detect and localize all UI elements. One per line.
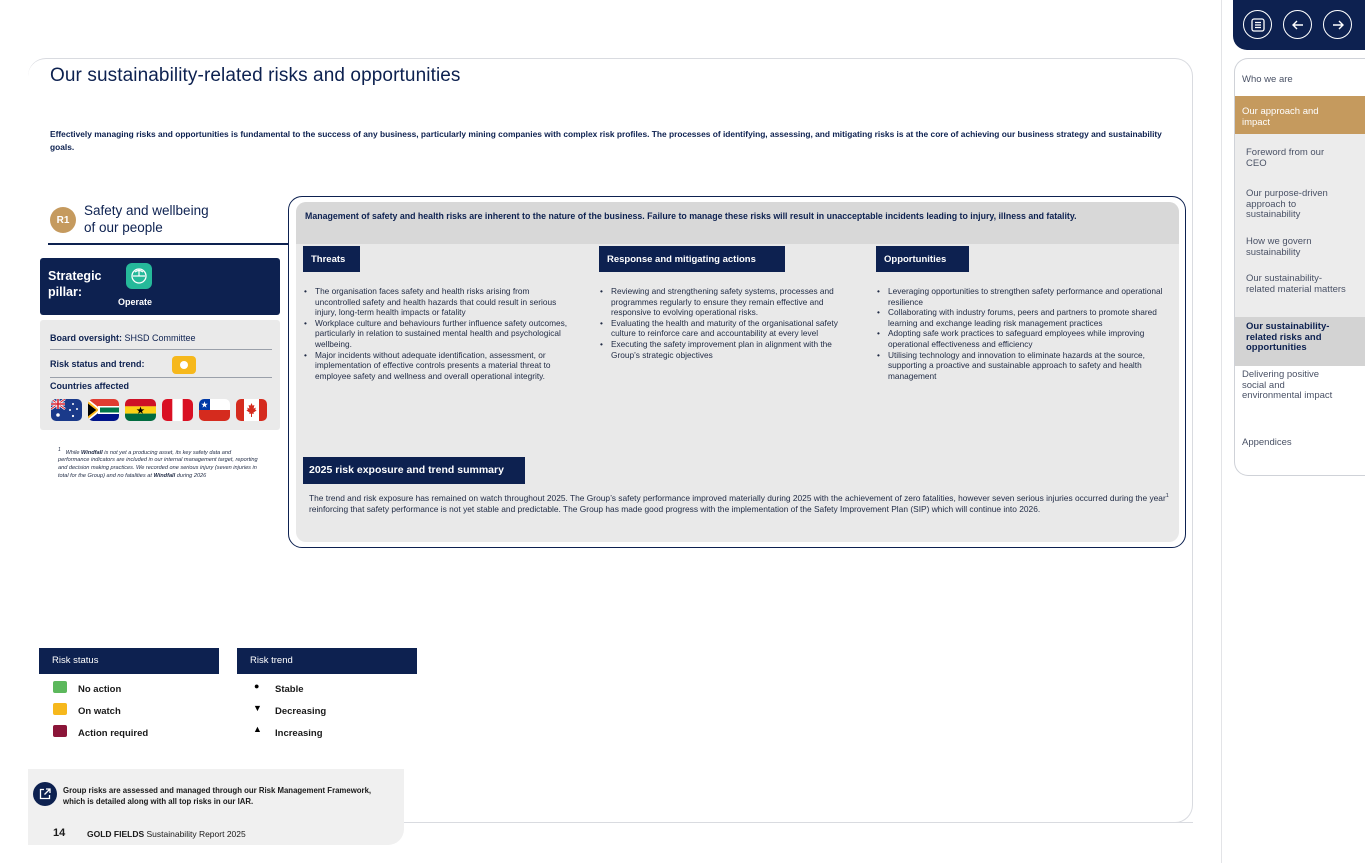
list-icon (1250, 17, 1266, 33)
peru-flag-icon (162, 399, 193, 421)
threats-tag: Threats (303, 246, 360, 272)
chile-flag-icon (199, 399, 230, 421)
risk-badge: R1 (50, 207, 76, 233)
legend-action-required: Action required (78, 728, 149, 739)
list-item: • Collaborating with industry forums, peers and partners to promote shared learning and exchange leading risk management practices (877, 307, 1172, 328)
list-item: • Evaluating the health and maturity of the organisational safety culture to reinforce care and accountability at every level (600, 318, 850, 339)
divider (50, 377, 272, 378)
legend-decreasing: Decreasing (275, 706, 327, 717)
summary-sup: 1 (1165, 493, 1169, 499)
stable-dot-icon (180, 361, 188, 369)
countries-affected (50, 381, 129, 391)
list-item: • Workplace culture and behaviours further influence safety outcomes, particularly in relation to sustained mental health and psychological wellbeing. (304, 318, 574, 350)
page-title: Our sustainability-related risks and opportunities (50, 65, 461, 86)
risk-title-line1: Safety and wellbeing (84, 203, 209, 218)
list-item: • Utilising technology and innovation to eliminate hazards at the source, supporting a proactive and sustainable approach to safety and health management (877, 350, 1172, 382)
footnote-mark: 1 (58, 447, 61, 453)
external-link-icon[interactable] (33, 782, 57, 806)
increasing-icon: ▲ (253, 724, 262, 734)
sidebar-item-label: Delivering positive social and environmental impact (1242, 369, 1333, 401)
risk-rule (48, 243, 290, 245)
list-item: • Leveraging opportunities to strengthen safety performance and operational resilience (877, 286, 1172, 307)
list-item: • Executing the safety improvement plan in alignment with the Group’s strategic objectives (600, 339, 850, 360)
sidebar-item-our-approach[interactable] (1235, 96, 1365, 134)
countries-label: Countries affected (50, 381, 130, 391)
summary-pre: The trend and risk exposure has remained on watch throughout 2025. The Group’s safety performance improved materially during 2025 with the achievement of zero fatalities, however seven serious injuries occurred during the year (309, 492, 1166, 503)
previous-page-button[interactable] (1283, 10, 1312, 39)
legend-no-action: No action (78, 684, 122, 695)
footer-report: Sustainability Report 2025 (144, 829, 246, 839)
legend-risk-status-header: Risk status (39, 648, 219, 674)
risk-panel-header-text: Management of safety and health risks are inherent to the nature of the business. Failure to manage these risks will result in unacceptable incidents leading to injury, illness and fatality. (305, 211, 1077, 221)
sidebar-item-label: Our approach and impact (1242, 106, 1319, 128)
no-action-swatch (53, 681, 67, 693)
legend-risk-trend-header: Risk trend (237, 648, 417, 674)
country-flags (51, 399, 267, 421)
risk-panel-header (296, 202, 1179, 244)
footer-brand: GOLD FIELDS (87, 829, 145, 839)
threats-list (304, 286, 574, 381)
summary-tag: 2025 risk exposure and trend summary (303, 457, 525, 484)
list-item: • Adopting safe work practices to safeguard employees while improving operational effectiveness and efficiency (877, 328, 1172, 349)
footnote (58, 447, 263, 480)
sidebar-item-label: Who we are (1242, 74, 1293, 85)
sidebar-item-label: How we govern sustainability (1246, 236, 1312, 258)
sidebar-item-label: Our sustainability-related risks and opportunities (1246, 321, 1330, 353)
risk-title (84, 203, 209, 236)
risk-status-indicator (172, 356, 196, 374)
south-africa-flag-icon (88, 399, 119, 421)
decreasing-icon: ▼ (253, 703, 262, 713)
arrow-right-icon (1330, 17, 1346, 33)
board-oversight-value: SHSD Committee (124, 333, 196, 343)
board-oversight-label: Board oversight: (50, 333, 123, 343)
intro-paragraph: Effectively managing risks and opportunities is fundamental to the success of any business, particularly mining companies with complex risk profiles. The processes of identifying, assessing, and mitigating risks is at the core of achieving our business strategy and sustainability goals. (50, 129, 1162, 152)
action-required-swatch (53, 725, 67, 737)
risk-heading (50, 203, 290, 245)
canada-flag-icon (236, 399, 267, 421)
on-watch-swatch (53, 703, 67, 715)
legend-stable: Stable (275, 684, 304, 695)
stable-icon: ● (254, 681, 260, 691)
risk-title-line2: of our people (84, 219, 163, 235)
sidebar-item-risks-opportunities[interactable] (1235, 317, 1365, 366)
response-list (600, 286, 850, 360)
sidebar-separator (1221, 0, 1222, 863)
sidebar-item-label: Our purpose-driven approach to sustainability (1246, 188, 1328, 220)
page-number: 14 (53, 827, 66, 839)
pillar-label (48, 268, 102, 300)
summary-text (309, 491, 1169, 516)
footnote-mid: is not yet a producing asset, its key safety data and performance indicators are included in our internal management target, reporting and decision making practices. We recorded one serious injury (seven injuries in total for the Group) and no fatalities at (58, 449, 258, 479)
ghana-flag-icon (125, 399, 156, 421)
opportunities-list (877, 286, 1172, 381)
footnote-post: during 2026 (175, 472, 207, 479)
hard-hat-icon (126, 263, 152, 289)
nav-toolbar (1233, 0, 1365, 50)
risk-status-trend-label: Risk status and trend: (50, 359, 145, 369)
sidebar-item-label: Our sustainability-related material matters (1246, 273, 1346, 295)
pillar-name: Operate (118, 297, 153, 307)
board-oversight (50, 333, 196, 343)
australia-flag-icon (51, 399, 82, 421)
pillar-label-line1: Strategic (48, 269, 102, 283)
opportunities-tag: Opportunities (876, 246, 969, 272)
strategic-pillar-card (40, 258, 280, 315)
list-item: • Major incidents without adequate identification, assessment, or implementation of effective controls presents a material threat to employee safety and wellness and overall operational integrity. (304, 350, 574, 382)
list-item: • Reviewing and strengthening safety systems, processes and programmes regularly to ensure they remain effective and responsive to evolving operational risks. (600, 286, 850, 318)
note-text[interactable]: Group risks are assessed and managed through our Risk Management Framework, which is detailed along with all top risks in our IAR. (63, 786, 372, 806)
sidebar-item-label: Appendices (1242, 437, 1292, 448)
list-item: • The organisation faces safety and health risks arising from uncontrolled safety and health hazards that could result in serious injury, long-term health impacts or fatality (304, 286, 574, 318)
footnote-name2: Windfall (153, 472, 176, 479)
footnote-name: Windfall (81, 449, 103, 456)
pillar-label-line2: pillar: (48, 285, 83, 299)
next-page-button[interactable] (1323, 10, 1352, 39)
sidebar-menu (1234, 58, 1365, 476)
divider (50, 349, 272, 350)
footnote-pre: While (65, 449, 81, 456)
response-tag: Response and mitigating actions (599, 246, 785, 272)
summary-post: reinforcing that safety performance is not yet stable and predictable. The Group has made good progress with the implementation of the Safety Improvement Plan (SIP) which will continue into 2026. (309, 504, 1041, 515)
sidebar-item-label: Foreword from our CEO (1246, 147, 1325, 169)
legend-increasing: Increasing (275, 728, 323, 739)
arrow-left-icon (1290, 17, 1306, 33)
footer-text (87, 829, 246, 839)
contents-button[interactable] (1243, 10, 1272, 39)
risk-status-trend (50, 359, 145, 369)
legend-on-watch: On watch (78, 706, 121, 717)
